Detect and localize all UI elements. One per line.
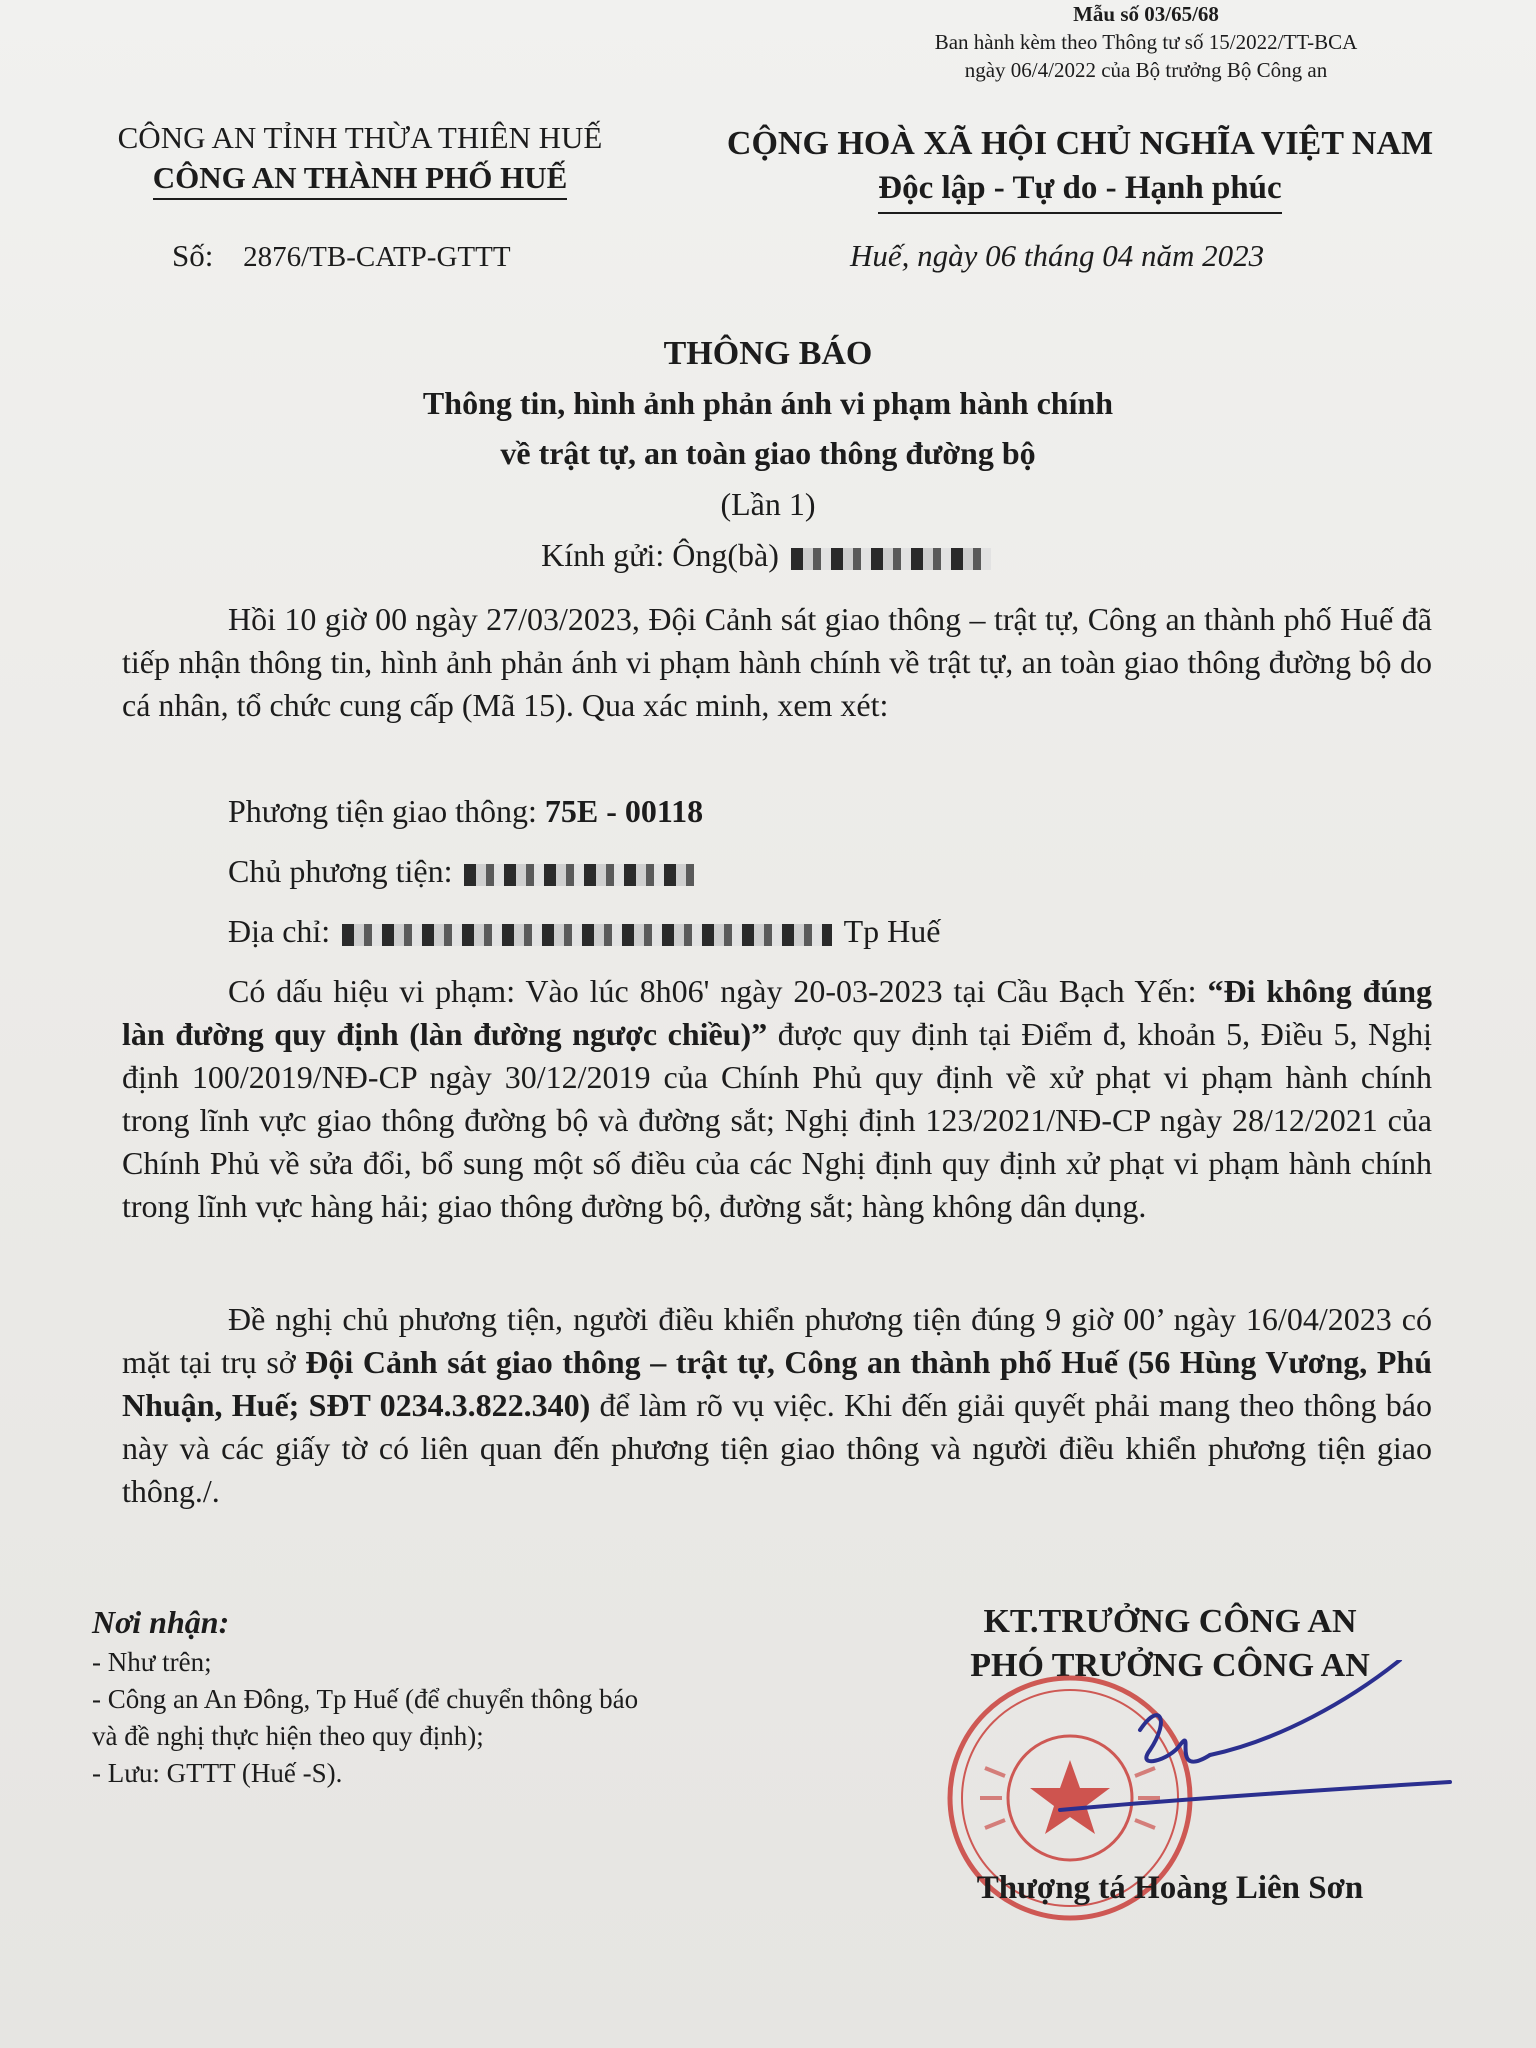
signature-icon — [1020, 1660, 1470, 1840]
doc-number-value: 2876/TB-CATP-GTTT — [243, 241, 511, 273]
intro-paragraph: Hồi 10 giờ 00 ngày 27/03/2023, Đội Cảnh sát giao thông – trật tự, Công an thành phố Huế đã tiếp nhận thông tin, hình ảnh phản ánh vi phạm hành chính về trật tự, an toàn giao thông đường bộ do cá nhân, tổ chức cung cấp (Mã 15). Qua xác minh, xem xét: — [122, 601, 1432, 723]
violation-lead: Có dấu hiệu vi phạm: Vào lúc 8h06' ngày 20-03-2023 tại Cầu Bạch Yến: — [228, 973, 1208, 1009]
nation-name: CỘNG HOÀ XÃ HỘI CHỦ NGHĨA VIỆT NAM — [726, 125, 1434, 162]
request-paragraph — [122, 1298, 1432, 1513]
form-code: Mẫu số 03/65/68 — [1073, 2, 1219, 26]
form-header — [886, 0, 1406, 84]
violation-quote: “Đi không đúng làn đường quy định (làn đường ngược chiều)” — [122, 973, 1433, 1052]
recipient-item: - Lưu: GTTT (Huế -S). — [92, 1758, 343, 1788]
violation-paragraph — [122, 970, 1432, 1228]
recipient-item: - Công an An Đông, Tp Huế (để chuyển thông báo — [92, 1684, 639, 1714]
doc-title: THÔNG BÁO — [663, 335, 873, 372]
parent-agency: CÔNG AN TỈNH THỪA THIÊN HUẾ — [117, 120, 603, 155]
vehicle-field — [228, 790, 703, 833]
doc-subtitle-2: về trật tự, an toàn giao thông đường bộ — [500, 435, 1036, 471]
request-lead: Đề nghị chủ phương tiện, người điều khiển phương tiện đúng 9 giờ 00’ ngày 16/04/2023 có mặt tại trụ sở — [122, 1301, 1432, 1380]
request-rest: để làm rõ vụ việc. Khi đến giải quyết phải mang theo thông báo này và các giấy tờ có liên quan đến phương tiện giao thông và người điều khiển phương tiện giao thông./. — [122, 1387, 1433, 1509]
request-location: Đội Cảnh sát giao thông – trật tự, Công an thành phố Huế (56 Hùng Vương, Phú Nhuận, Huế; SĐT 0234.3.822.340) — [122, 1344, 1433, 1423]
attempt-number: (Lần 1) — [720, 486, 816, 522]
redacted-address — [342, 924, 832, 946]
doc-number — [172, 238, 511, 274]
vehicle-plate: 75E - 00118 — [544, 793, 704, 829]
violation-legal-basis: được quy định tại Điểm đ, khoản 5, Điều 5, Nghị định 100/2019/NĐ-CP ngày 30/12/2019 của Chính Phủ quy định về xử phạt vi phạm hành chính trong lĩnh vực giao thông đường bộ và đường sắt; Nghị định 123/2021/NĐ-CP ngày 28/12/2021 của Chính Phủ về sửa đổi, bổ sung một số điều của các Nghị định quy định xử phạt vi phạm hành chính trong lĩnh vực hàng hải; giao thông đường bộ, đường sắt; hàng không dân dụng. — [122, 1016, 1433, 1224]
vehicle-label: Phương tiện giao thông: — [228, 793, 537, 829]
doc-subtitle-1: Thông tin, hình ảnh phản ánh vi phạm hành chính — [422, 385, 1114, 421]
owner-field — [228, 850, 698, 893]
signer-name: Thượng tá Hoàng Liên Sơn — [976, 1870, 1364, 1906]
agency-header — [70, 118, 650, 200]
address-city: Tp Huế — [843, 913, 941, 949]
recipient-item: - Như trên; — [92, 1647, 212, 1677]
title-block — [0, 330, 1536, 580]
recipients-block — [92, 1600, 852, 1792]
greeting — [0, 530, 1536, 580]
address-field — [228, 910, 940, 953]
redacted-owner — [464, 864, 694, 886]
recipients-heading: Nơi nhận: — [92, 1604, 230, 1640]
signature-role-2: PHÓ TRƯỞNG CÔNG AN — [970, 1647, 1370, 1684]
greeting-text: Kính gửi: Ông(bà) — [541, 537, 779, 573]
redacted-name — [791, 548, 991, 570]
recipient-item: và đề nghị thực hiện theo quy định); — [92, 1721, 484, 1751]
signature-role-1: KT.TRƯỞNG CÔNG AN — [983, 1603, 1357, 1640]
place-date: Huế, ngày 06 tháng 04 năm 2023 — [850, 238, 1265, 273]
form-issued-date: ngày 06/4/2022 của Bộ trưởng Bộ Công an — [964, 58, 1328, 82]
nation-header — [700, 122, 1460, 214]
agency-name: CÔNG AN THÀNH PHỐ HUẾ — [153, 158, 568, 200]
owner-label: Chủ phương tiện: — [228, 853, 453, 889]
doc-number-label: Số: — [172, 238, 214, 273]
nation-motto: Độc lập - Tự do - Hạnh phúc — [878, 166, 1281, 214]
address-label: Địa chỉ: — [228, 913, 331, 949]
form-issued-line: Ban hành kèm theo Thông tư số 15/2022/TT-BCA — [934, 30, 1358, 54]
